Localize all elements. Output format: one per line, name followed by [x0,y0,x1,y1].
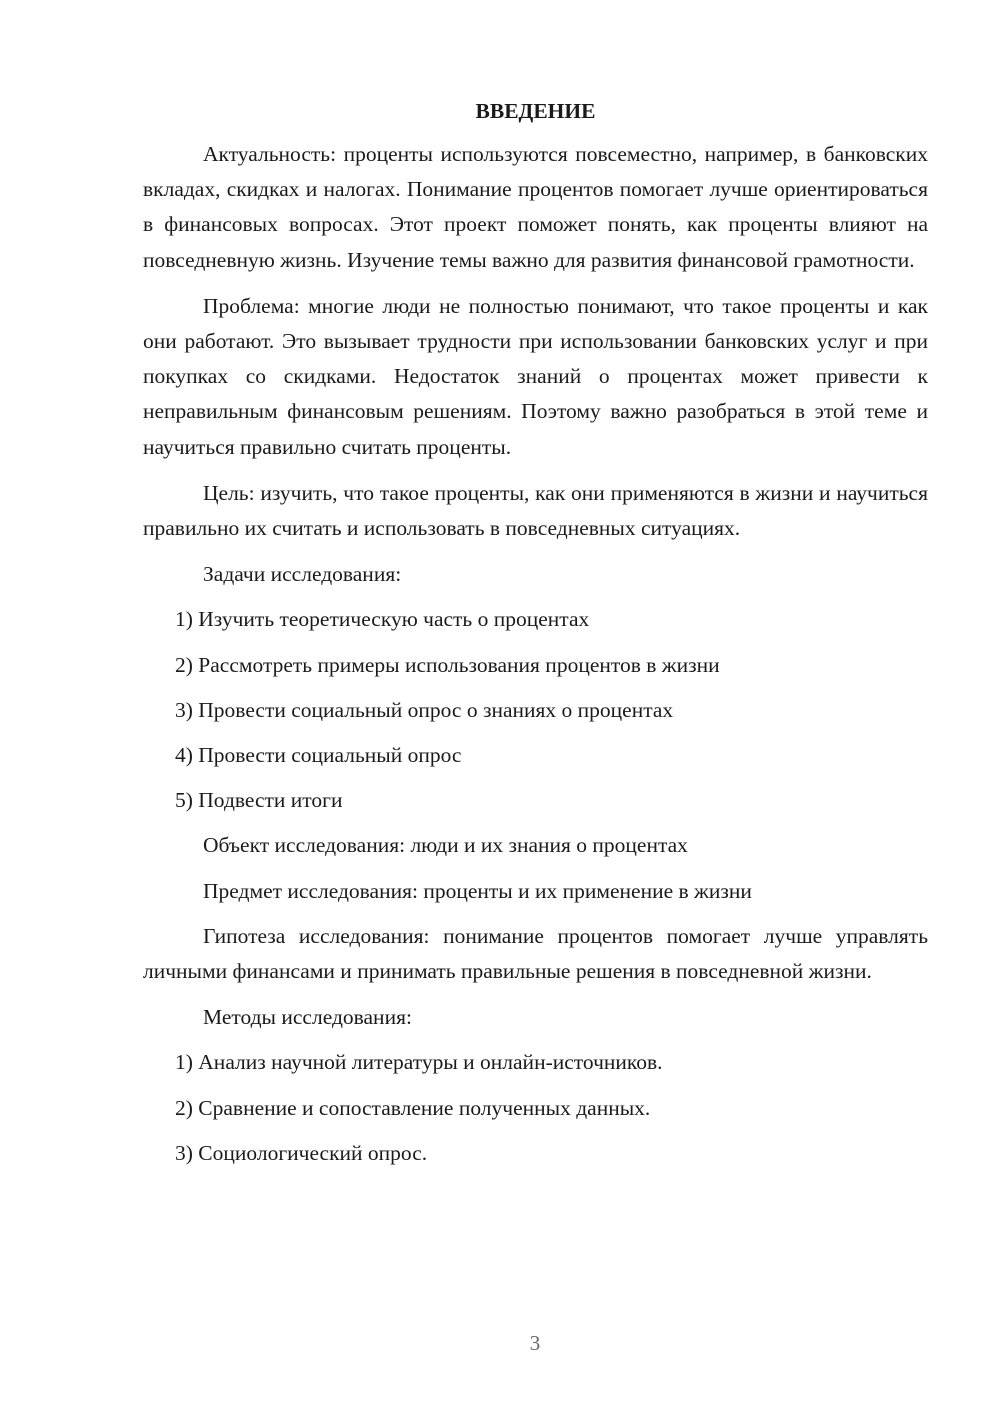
methods-list [143,1045,928,1171]
task-item: 5) Подвести итоги [175,788,343,813]
tasks-list [143,602,928,818]
object-paragraph: Объект исследования: люди и их знания о процентах [203,833,688,858]
tasks-label: Задачи исследования: [203,562,402,587]
task-item: 4) Провести социальный опрос [175,743,462,768]
method-item: 1) Анализ научной литературы и онлайн-источников. [175,1050,663,1075]
method-item: 2) Сравнение и сопоставление полученных данных. [175,1095,651,1120]
document-body [143,95,928,1181]
methods-label: Методы исследования: [203,1005,412,1030]
section-heading: ВВЕДЕНИЕ [475,99,596,123]
goal-paragraph: Цель: изучить, что такое проценты, как они применяются в жизни и научиться правильно их считать и использовать в повседневных ситуациях. [143,480,928,541]
task-item: 1) Изучить теоретическую часть о процентах [175,607,590,632]
task-item: 3) Провести социальный опрос о знаниях о процентах [175,697,674,722]
task-item: 2) Рассмотреть примеры использования процентов в жизни [175,652,720,677]
hypothesis-paragraph: Гипотеза исследования: понимание процентов помогает лучше управлять личными финансами и принимать правильные решения в повседневной жизни. [143,923,928,984]
subject-paragraph: Предмет исследования: проценты и их применение в жизни [203,878,752,903]
method-item: 3) Социологический опрос. [175,1140,428,1165]
page-number: 3 [529,1331,541,1355]
problem-paragraph: Проблема: многие люди не полностью понимают, что такое проценты и как они работают. Это вызывает трудности при использовании банковских услуг и при покупках со скидками. Недостаток знаний о процентах может привести к неправильным финансовым решениям. Поэтому важно разобраться в этой теме и научиться правильно считать проценты. [143,293,928,459]
relevance-paragraph: Актуальность: проценты используются повсеместно, например, в банковских вкладах, скидках и налогах. Понимание процентов помогает лучше ориентироваться в финансовых вопросах. Этот проект поможет понять, как проценты влияют на повседневную жизнь. Изучение темы важно для развития финансовой грамотности. [143,142,928,272]
